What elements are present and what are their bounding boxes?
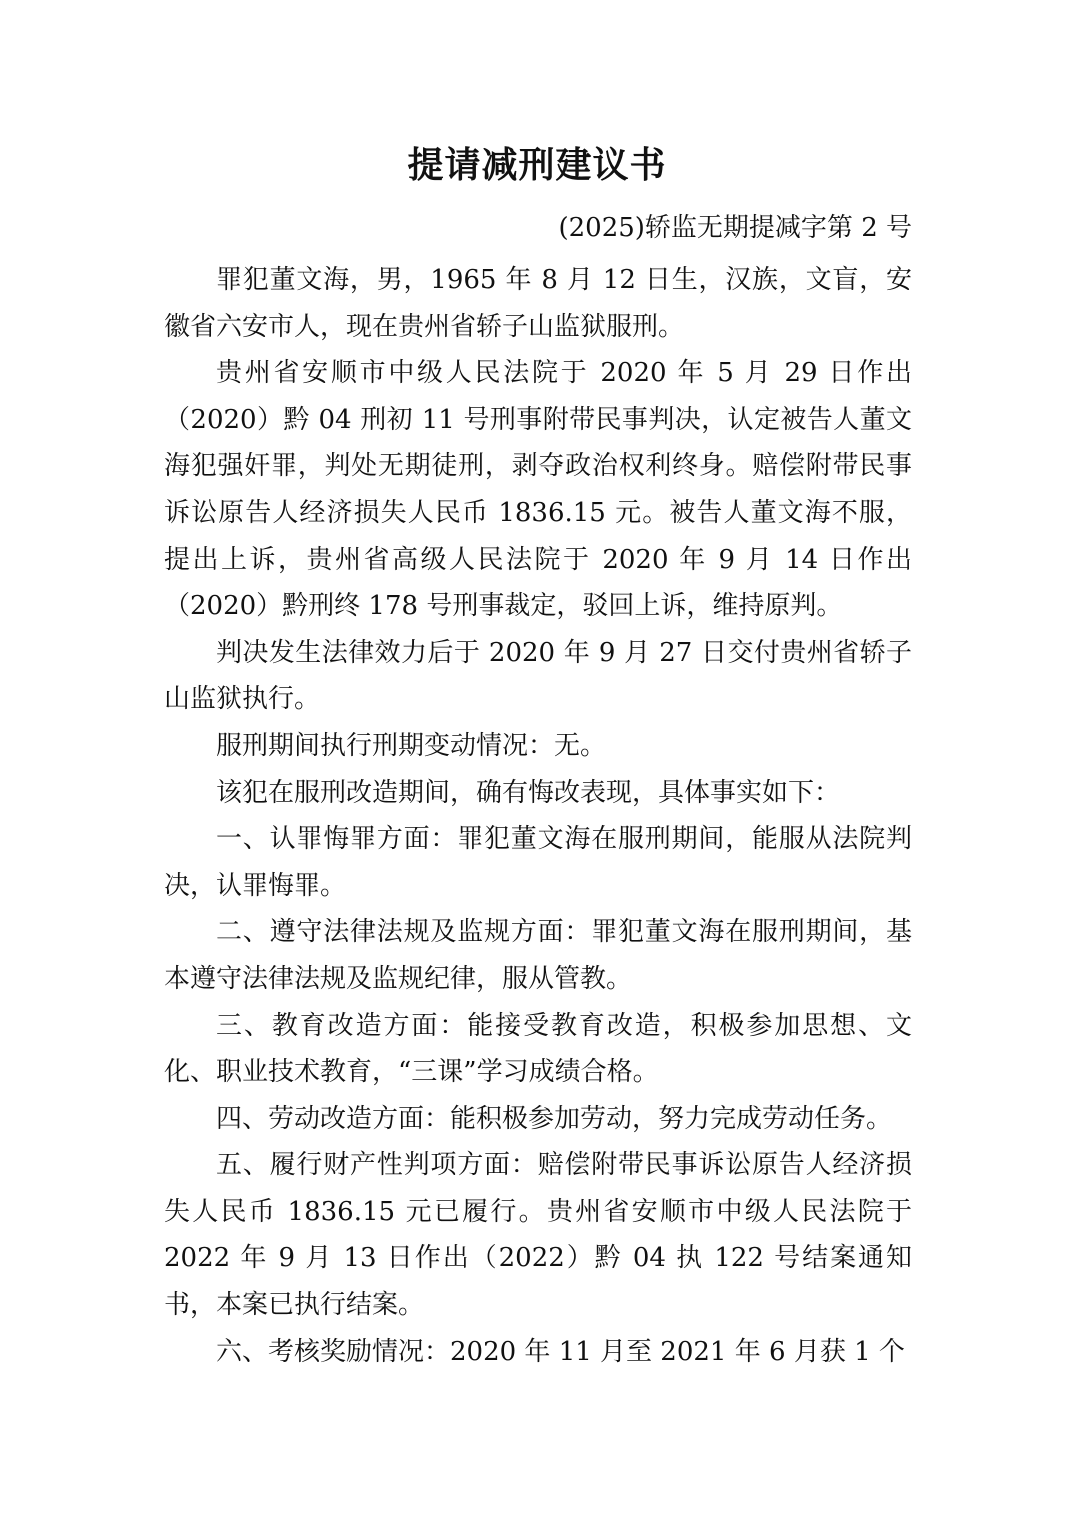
paragraph-item-1: 一、认罪悔罪方面：罪犯董文海在服刑期间，能服从法院判决，认罪悔罪。	[164, 824, 912, 901]
paragraph-item-5: 五、履行财产性判项方面：赔偿附带民事诉讼原告人经济损失人民币 1836.15 元已履行。贵州省安顺市中级人民法院于 2022 年 9 月 13 日作出（2022）黔 04 执 122 号结案通知书，本案已执行结案。	[164, 1150, 912, 1321]
paragraph-sentence-changes: 服刑期间执行刑期变动情况：无。	[216, 730, 607, 761]
paragraph-repentance-intro: 该犯在服刑改造期间，确有悔改表现，具体事实如下：	[216, 777, 841, 808]
paragraph-criminal-info: 罪犯董文海，男，1965 年 8 月 12 日生，汉族，文盲，安徽省六安市人，现在贵州省轿子山监狱服刑。	[164, 265, 912, 342]
document-number: (2025)轿监无期提减字第 2 号	[558, 213, 912, 243]
paragraph-judgment: 贵州省安顺市中级人民法院于 2020 年 5 月 29 日作出（2020）黔 04 刑初 11 号刑事附带民事判决，认定被告人董文海犯强奸罪，判处无期徒刑，剥夺政治权利终身。赔偿附带民事诉讼原告人经济损失人民币 1836.15 元。被告人董文海不服，提出上诉，贵州省高级人民法院于 2020 年 9 月 14 日作出（2020）黔刑终 178 号刑事裁定，驳回上诉，维持原判。	[164, 358, 912, 622]
paragraph-item-2: 二、遵守法律法规及监规方面：罪犯董文海在服刑期间，基本遵守法律法规及监规纪律，服从管教。	[164, 917, 912, 994]
paragraph-execution: 判决发生法律效力后于 2020 年 9 月 27 日交付贵州省轿子山监狱执行。	[164, 637, 912, 715]
document-title: 提请减刑建议书	[407, 145, 667, 186]
paragraph-item-6: 六、考核奖励情况：2020 年 11 月至 2021 年 6 月获 1 个	[216, 1336, 905, 1367]
paragraph-item-4: 四、劳动改造方面：能积极参加劳动，努力完成劳动任务。	[216, 1103, 893, 1134]
paragraph-item-3: 三、教育改造方面：能接受教育改造，积极参加思想、文化、职业技术教育，“三课”学习成绩合格。	[164, 1010, 912, 1088]
document-body	[164, 257, 912, 1375]
